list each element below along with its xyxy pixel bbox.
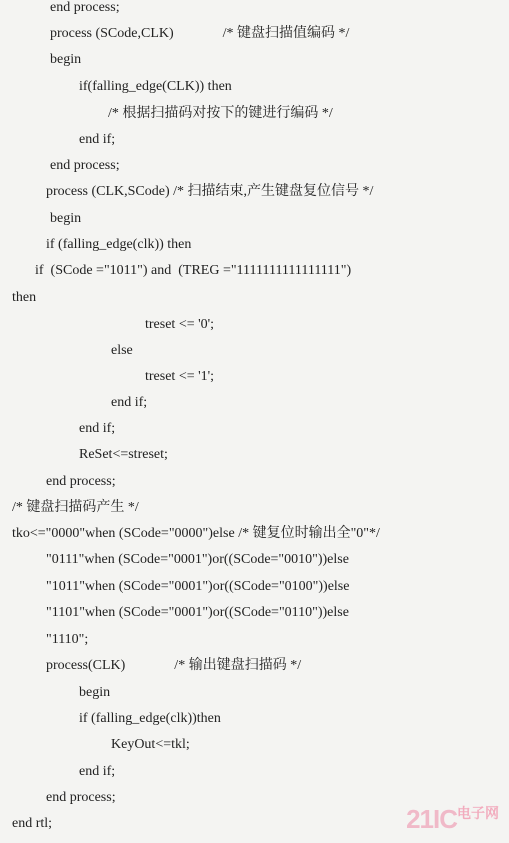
code-line: if (falling_edge(clk))then (79, 711, 221, 726)
code-line: end process; (50, 158, 120, 173)
code-line: KeyOut<=tkl; (111, 737, 190, 752)
code-line: "1110"; (46, 632, 89, 647)
code-line: begin (50, 211, 82, 226)
code-line: begin (50, 52, 82, 67)
code-line: process (SCode,CLK) /* 键盘扫描值编码 */ (50, 26, 350, 41)
code-line: process(CLK) /* 输出键盘扫描码 */ (46, 658, 302, 673)
code-line: /* 键盘扫描码产生 */ (12, 500, 139, 515)
code-line: process (CLK,SCode) /* 扫描结束,产生键盘复位信号 */ (46, 184, 374, 199)
code-line: end if; (79, 421, 116, 436)
code-line: end process; (46, 790, 116, 805)
code-line: end if; (79, 132, 116, 147)
watermark-logo (406, 803, 499, 835)
code-line: treset <= '1'; (145, 369, 215, 384)
watermark-text: 21IC (406, 804, 457, 834)
code-line: end rtl; (12, 816, 53, 831)
code-line: if(falling_edge(CLK)) then (79, 79, 232, 94)
code-line: if (SCode ="1011") and (TREG ="1111111111111111") (35, 263, 352, 278)
code-line: then (12, 290, 37, 305)
code-line: end if; (111, 395, 148, 410)
code-line: else (111, 343, 133, 358)
code-line: end if; (79, 764, 116, 779)
code-line: if (falling_edge(clk)) then (46, 237, 192, 252)
code-line: treset <= '0'; (145, 317, 215, 332)
code-line: tko<="0000"when (SCode="0000")else /* 键复位时输出全"0"*/ (12, 526, 380, 541)
code-line: /* 根据扫描码对按下的键进行编码 */ (108, 106, 333, 121)
code-line: ReSet<=streset; (79, 447, 168, 462)
code-line: begin (79, 685, 111, 700)
code-line: end process; (50, 0, 120, 15)
watermark-subtext: 电子网 (457, 805, 499, 821)
code-line: "0111"when (SCode="0001")or((SCode="0010"))else (46, 552, 349, 567)
code-line: "1011"when (SCode="0001")or((SCode="0100"))else (46, 579, 350, 594)
code-line: end process; (46, 474, 116, 489)
code-line: "1101"when (SCode="0001")or((SCode="0110"))else (46, 605, 349, 620)
